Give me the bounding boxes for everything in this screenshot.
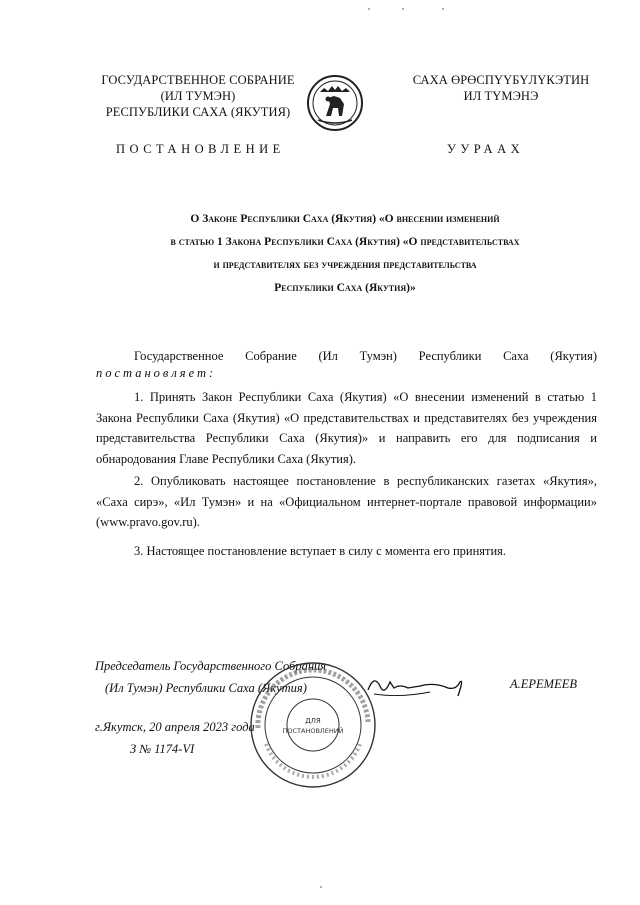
document-title [110,208,580,300]
title-line-4: Республики Саха (Якутия)» [274,282,416,294]
header-left-line-1: ГОСУДАРСТВЕННОЕ СОБРАНИЕ [101,73,295,87]
title-line-2: в статью 1 Закона Республики Саха (Якутия) «О представительствах [170,236,520,248]
intro-paragraph [96,346,597,367]
coat-of-arms-emblem [306,74,364,132]
scan-speck [442,8,444,10]
scan-speck [368,8,370,10]
paragraph-3: 3. Настоящее постановление вступает в силу с момента его принятия. [134,544,507,558]
header-right-line-2: ИЛ ТҮМЭНЭ [463,89,539,103]
title-line-1: О Законе Республики Саха (Якутия) «О внесении изменений [190,213,500,225]
scan-speck [402,8,404,10]
decree-word-line [96,366,216,381]
header-left-line-3: РЕСПУБЛИКИ САХА (ЯКУТИЯ) [105,105,291,119]
decree-word: постановляет: [96,366,217,380]
title-line-3: и представителях без учреждения представительства [213,259,477,271]
header-right-line-1: САХА ӨРӨСПҮҮБҮЛҮКЭТИН [412,73,590,87]
stamp-inner-text-2: ПОСТАНОВЛЕНИЙ [282,727,344,735]
header-right [386,72,616,104]
signatory-title-line-2: (Ил Тумэн) Республики Саха (Якутия) [105,681,307,695]
header-left-line-2: (ИЛ ТУМЭН) [160,89,236,103]
document-number: З № 1174-VI [130,742,195,756]
paragraph-2: 2. Опубликовать настоящее постановление в республиканских газетах «Якутия», «Саха сирэ», «Ил Тумэн» и на «Официальном интернет-портале правовой информации» (www.pravo.gov.ru). [96,474,597,529]
official-round-stamp [248,660,378,790]
doc-type-russian: ПОСТАНОВЛЕНИЕ [116,142,285,156]
place-date: г.Якутск, 20 апреля 2023 года [95,720,255,734]
scan-speck [320,886,322,888]
doc-type-yakut: УУРААХ [447,142,525,156]
stamp-inner-text-1: ДЛЯ [305,717,321,725]
signatory-title-line-1: Председатель Государственного Собрания [95,659,327,673]
paragraph-1: 1. Принять Закон Республики Саха (Якутия) «О внесении изменений в статью 1 Закона Республики Саха (Якутия) «О представительствах и представителях без учреждения представительства Республики Саха (Якутия)» и направить его для подписания и обнародования Главе Республики Саха (Якутия). [96,390,597,466]
intro-text: Государственное Собрание (Ил Тумэн) Республики Саха (Якутия) [134,349,597,363]
signatory-name: А.ЕРЕМЕЕВ [510,677,577,691]
header-left [92,72,304,120]
